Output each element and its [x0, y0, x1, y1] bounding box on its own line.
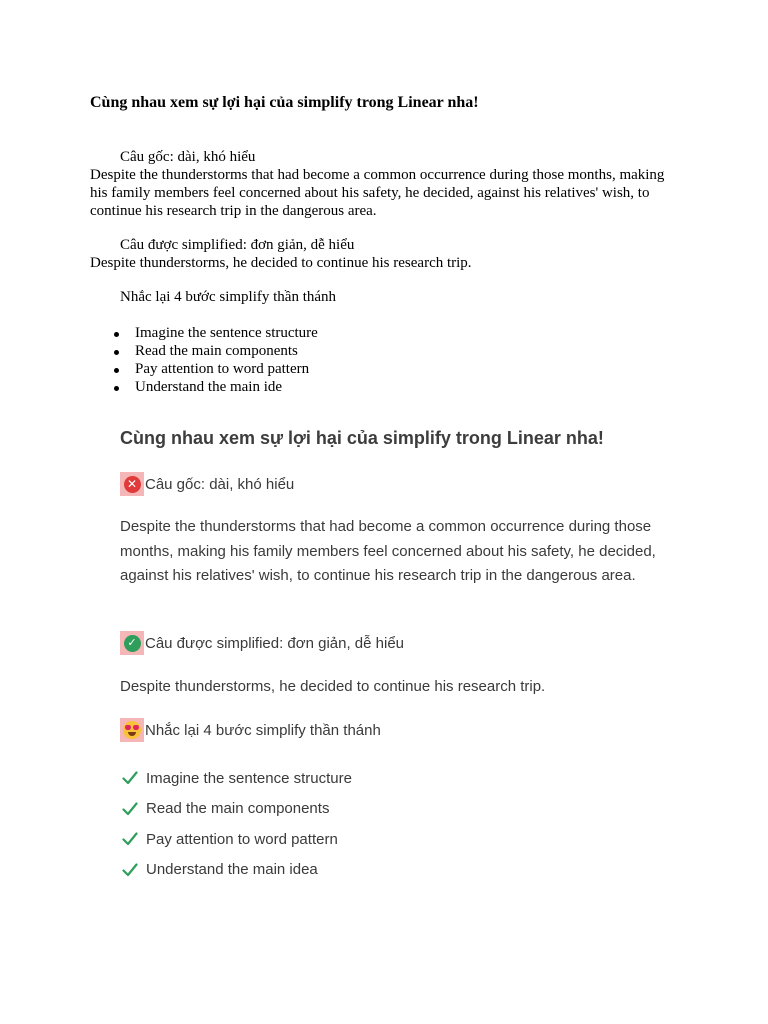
- embedded-simplified-sentence: Despite thunderstorms, he decided to continue his research trip.: [120, 678, 546, 695]
- list-item: [90, 360, 318, 378]
- embedded-simplified-label: Câu được simplified: đơn giản, dễ hiểu: [145, 634, 405, 652]
- list-item: [122, 855, 352, 886]
- steps-list: [90, 324, 318, 396]
- check-mark-icon: [122, 802, 140, 816]
- embedded-steps-list: [122, 763, 352, 885]
- check-mark-icon: [122, 771, 140, 785]
- heart-eyes-emoji-icon: [120, 718, 144, 742]
- list-item-text: Read the main components: [146, 800, 330, 818]
- list-item: [90, 324, 318, 342]
- embedded-original-label: Câu gốc: dài, khó hiểu: [145, 475, 295, 493]
- embedded-simplified-label-row: [120, 631, 404, 655]
- embedded-steps-label-row: [120, 718, 381, 742]
- simplified-sentence: Despite thunderstorms, he decided to continue his research trip.: [90, 255, 472, 271]
- original-sentence: Despite the thunderstorms that had become a common occurrence during those months, making his family members feel concerned about his safety, he decided, against his relatives' wish, to continue his research trip in the dangerous area.: [90, 167, 665, 219]
- check-badge-icon: ✓: [120, 631, 144, 655]
- embedded-original-sentence: Despite the thunderstorms that had become a common occurrence during those months, making his family members feel concerned about his safety, he decided, against his relatives' wish, to continue his research trip in the dangerous area.: [120, 518, 656, 584]
- simplified-sentence-label: Câu được simplified: đơn giản, dễ hiểu: [120, 237, 355, 253]
- original-sentence-label: Câu gốc: dài, khó hiểu: [120, 149, 256, 165]
- embedded-steps-label: Nhắc lại 4 bước simplify thần thánh: [145, 721, 381, 739]
- check-mark-icon: [122, 832, 140, 846]
- steps-label: Nhắc lại 4 bước simplify thần thánh: [120, 289, 337, 305]
- check-mark-icon: [122, 863, 140, 877]
- cross-mark-icon: ✕: [120, 472, 144, 496]
- list-item-text: Understand the main idea: [146, 861, 318, 879]
- list-item: [122, 763, 352, 794]
- bullet-icon: [114, 386, 119, 391]
- bullet-icon: [114, 368, 119, 373]
- list-item-text: Understand the main ide: [135, 379, 283, 395]
- list-item: [122, 794, 352, 825]
- list-item-text: Pay attention to word pattern: [135, 361, 310, 377]
- embedded-original-label-row: [120, 472, 294, 496]
- list-item-text: Imagine the sentence structure: [135, 325, 318, 341]
- embedded-title: Cùng nhau xem sự lợi hại của simplify trong Linear nha!: [120, 428, 604, 448]
- list-item: [90, 342, 318, 360]
- list-item-text: Pay attention to word pattern: [146, 830, 338, 848]
- list-item: [122, 824, 352, 855]
- list-item-text: Imagine the sentence structure: [146, 769, 352, 787]
- list-item: [90, 378, 318, 396]
- list-item-text: Read the main components: [135, 343, 298, 359]
- document-title: Cùng nhau xem sự lợi hại của simplify trong Linear nha!: [90, 94, 479, 111]
- bullet-icon: [114, 332, 119, 337]
- bullet-icon: [114, 350, 119, 355]
